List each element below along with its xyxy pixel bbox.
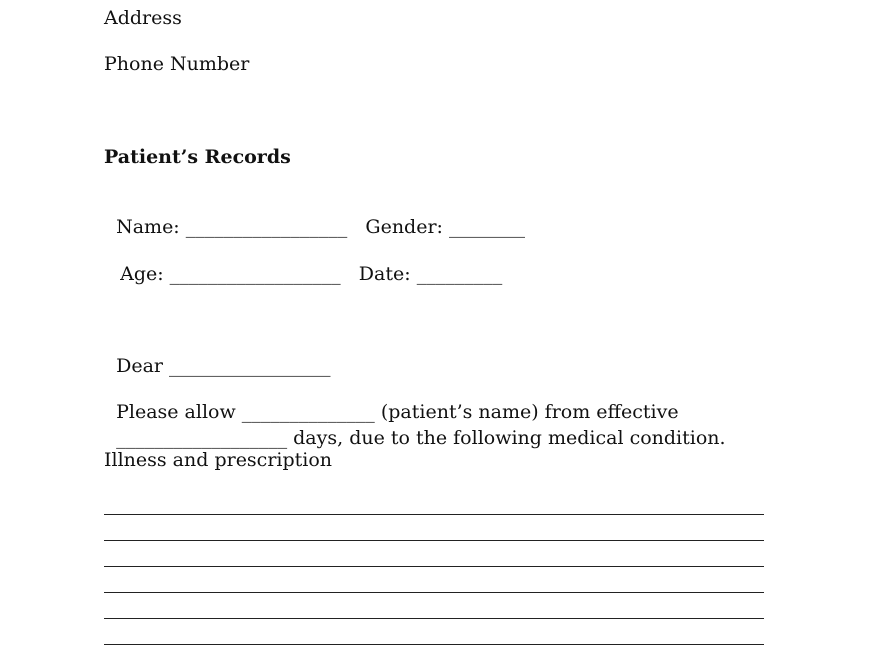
patient-name-field[interactable]: ______________ [241, 401, 375, 423]
age-label: Age: [120, 263, 164, 285]
dear-label: Dear [116, 355, 163, 377]
letter-line-2 [104, 402, 726, 450]
name-gender-row [104, 191, 525, 239]
date-label: Date: [358, 263, 411, 285]
prescription-line[interactable] [104, 566, 764, 567]
prescription-line[interactable] [104, 592, 764, 593]
salutation-row [104, 330, 331, 378]
phone-number-label: Phone Number [104, 53, 250, 75]
please-allow-text: Please allow [116, 401, 236, 423]
condition-text: days, due to the following medical condition. [293, 427, 726, 449]
name-field[interactable]: _________________ [185, 216, 348, 238]
days-field[interactable]: __________________ [116, 427, 288, 449]
illness-prescription-label: Illness and prescription [104, 449, 333, 471]
age-field[interactable]: __________________ [169, 263, 341, 285]
gender-label: Gender: [365, 216, 443, 238]
address-label: Address [104, 7, 182, 29]
age-date-row [108, 238, 502, 286]
prescription-line[interactable] [104, 540, 764, 541]
prescription-line[interactable] [104, 618, 764, 619]
recipient-field[interactable]: _________________ [169, 355, 331, 377]
effective-text: (patient’s name) from effective [380, 401, 679, 423]
name-label: Name: [116, 216, 180, 238]
patient-records-heading: Patient’s Records [104, 146, 291, 168]
gender-field[interactable]: ________ [449, 216, 525, 238]
date-field[interactable]: _________ [416, 263, 503, 285]
prescription-line[interactable] [104, 514, 764, 515]
prescription-line[interactable] [104, 644, 764, 645]
